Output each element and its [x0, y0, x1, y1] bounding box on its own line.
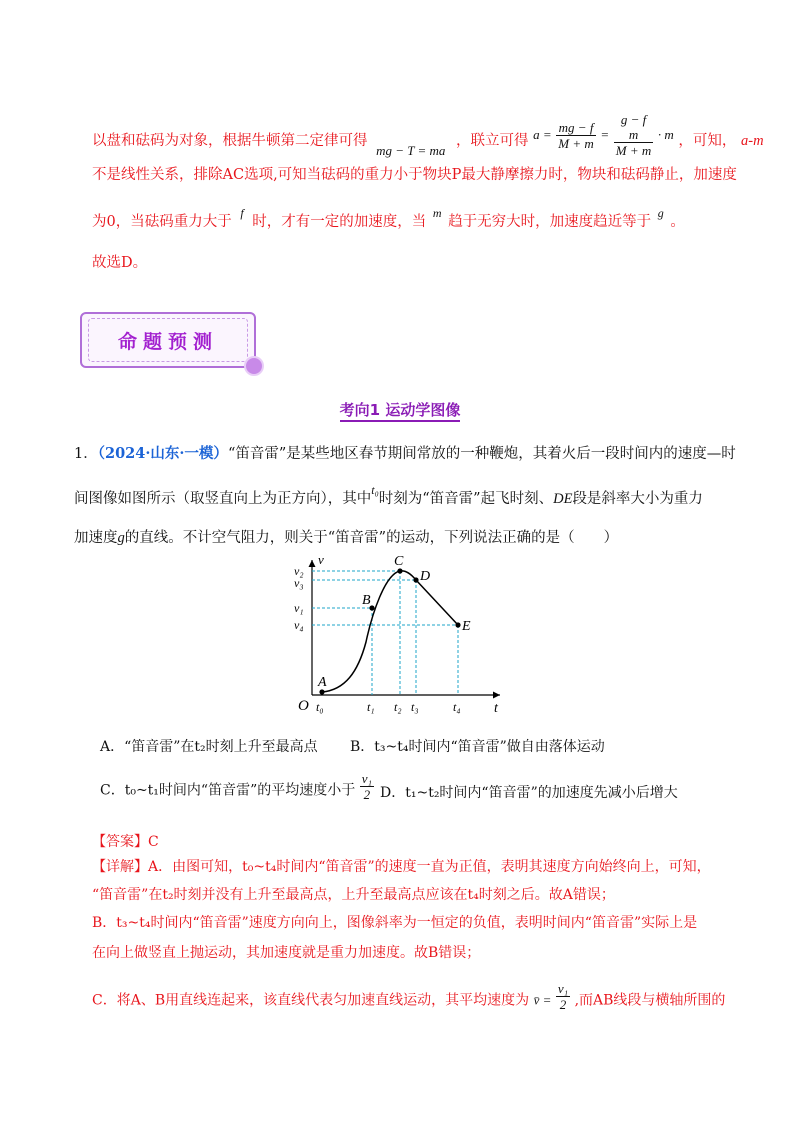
- detail-text: C．将A、B用直线连起来，该直线代表匀加速直线运动，其平均速度为: [92, 992, 530, 1009]
- solution-line-1: [92, 112, 764, 164]
- label-d: D: [420, 569, 431, 584]
- fraction-denominator: M + m: [615, 143, 652, 158]
- option-c-fraction: [360, 771, 374, 802]
- vt-graph: [290, 552, 520, 720]
- fraction: [614, 112, 654, 158]
- question-source: （2024·山东·一模）: [97, 445, 228, 462]
- detail-line-5: [92, 981, 726, 1016]
- eq-tail: · m: [657, 127, 674, 142]
- detail-text: ,而AB线段与横轴所围的: [574, 992, 726, 1009]
- label-a: A: [318, 675, 327, 690]
- num-top: g − f: [620, 112, 647, 127]
- detail-line-4: 在向上做竖直上抛运动，其加速度就是重力加速度。故B错误；: [92, 945, 481, 961]
- question-line-1: [74, 442, 736, 463]
- tick-v2: v₂: [294, 564, 304, 578]
- section-title: [0, 399, 800, 420]
- section-banner: [80, 312, 256, 368]
- banner-dot-icon: [244, 356, 264, 376]
- symbol-g: g: [657, 206, 664, 220]
- solution-text: 时，才有一定的加速度，当: [252, 214, 427, 230]
- detail-fraction: [556, 981, 570, 1012]
- question-text: “笛音雷”是某些地区春节期间常放的一种鞭炮，其着火后一段时间内的速度—时: [227, 446, 736, 462]
- question-number: 1．: [74, 446, 98, 462]
- symbol-m: m: [432, 206, 442, 220]
- fraction-denominator: 2: [363, 787, 371, 802]
- guide-lines: [312, 571, 458, 695]
- symbol-t0: t₀: [371, 483, 379, 497]
- symbol-f: f: [240, 206, 244, 220]
- solution-line-3: [92, 206, 685, 231]
- detail-label: 【详解】: [92, 859, 148, 875]
- section-title-text: 考向1 运动学图像: [340, 401, 461, 422]
- detail-line-1: [92, 856, 711, 876]
- fraction-denominator: 2: [559, 997, 567, 1012]
- fraction-denominator: M + m: [558, 135, 594, 151]
- t-axis-label: t: [494, 701, 498, 716]
- answer-label: 【答案】C: [92, 834, 159, 850]
- point-e: [455, 622, 460, 627]
- solution-text: 以盘和砝码为对象，根据牛顿第二定律可得: [92, 133, 368, 149]
- label-b: B: [362, 593, 371, 608]
- detail-line-2: “笛音雷”在t₂时刻并没有上升至最高点，上升至最高点应该在t₄时刻之后。故A错误；: [92, 887, 615, 903]
- velocity-curve: [322, 571, 458, 692]
- am-label: a-m: [741, 133, 764, 149]
- banner-inner: [88, 318, 248, 362]
- origin-label: O: [298, 698, 309, 714]
- point-c: [397, 568, 402, 573]
- tick-t4: t₄: [453, 700, 461, 714]
- point-a: [319, 689, 324, 694]
- question-text: 时刻为“笛音雷”起飞时刻、: [378, 491, 554, 507]
- fraction-numerator: v₁: [361, 771, 372, 786]
- option-a: A．“笛音雷”在t₂时刻上升至最高点: [100, 739, 318, 755]
- label-c: C: [394, 554, 404, 569]
- tick-v1: v₁: [294, 601, 304, 615]
- tick-v4: v₄: [294, 618, 304, 632]
- equation-acceleration: [533, 112, 674, 158]
- fraction-numerator: mg − f: [556, 120, 596, 136]
- question-line-3: [74, 526, 618, 547]
- v-axis-label: v: [318, 552, 324, 567]
- vbar-symbol: v̄ =: [533, 992, 552, 1008]
- symbol-de: DE: [553, 491, 573, 507]
- tick-t0: t₀: [316, 700, 324, 714]
- solution-line-4: 故选D。: [92, 255, 148, 271]
- tick-t2: t₂: [394, 700, 402, 714]
- question-line-2: [74, 483, 703, 508]
- detail-line-3: B．t₃~t₄时间内“笛音雷”速度方向向上，图像斜率为一恒定的负值，表明时间内“笛音雷”实际上是: [92, 915, 698, 931]
- question-text: 段是斜率大小为重力: [572, 491, 703, 507]
- num-m: m: [628, 127, 639, 142]
- solution-text: 。: [670, 214, 685, 230]
- question-text: 的直线。不计空气阻力，则关于“笛音雷”的运动，下列说法正确的是（ ）: [124, 530, 619, 546]
- symbol-g: g: [117, 530, 125, 546]
- question-text: 加速度: [74, 530, 118, 546]
- eq-lhs: a =: [533, 127, 552, 142]
- fraction: [556, 120, 596, 151]
- option-b: B．t₃~t₄时间内“笛音雷”做自由落体运动: [350, 739, 605, 755]
- option-d: D．t₁~t₂时间内“笛音雷”的加速度先减小后增大: [380, 785, 678, 801]
- tick-v3: v₃: [294, 576, 304, 590]
- solution-text: ，可知，: [678, 133, 737, 149]
- solution-text: 为0，当砝码重力大于: [92, 214, 232, 230]
- solution-text: 趋于无穷大时，加速度趋近等于: [448, 214, 652, 230]
- tick-t1: t₁: [367, 700, 375, 714]
- eq-sign: =: [600, 127, 610, 142]
- solution-text: ，联立可得: [456, 133, 529, 149]
- option-c-text: C．t₀~t₁时间内“笛音雷”的平均速度小于: [100, 782, 356, 799]
- solution-line-2: 不是线性关系，排除AC选项,可知当砝码的重力小于物块P最大静摩擦力时，物块和砝码静止，加速度: [92, 167, 737, 183]
- equation-newton: mg − T = ma: [376, 143, 446, 158]
- option-c: [100, 771, 374, 806]
- label-e: E: [462, 619, 471, 634]
- fraction-numerator: v₁: [557, 981, 569, 996]
- tick-t3: t₃: [411, 700, 419, 714]
- banner-label: 命题预测: [117, 330, 218, 353]
- question-text: 间图像如图所示（取竖直向上为正方向），其中: [74, 491, 372, 507]
- point-d: [413, 577, 418, 582]
- fraction-numerator: [614, 112, 654, 143]
- detail-text: A．由图可知，t₀~t₄时间内“笛音雷”的速度一直为正值，表明其速度方向始终向上，可知，: [148, 859, 711, 875]
